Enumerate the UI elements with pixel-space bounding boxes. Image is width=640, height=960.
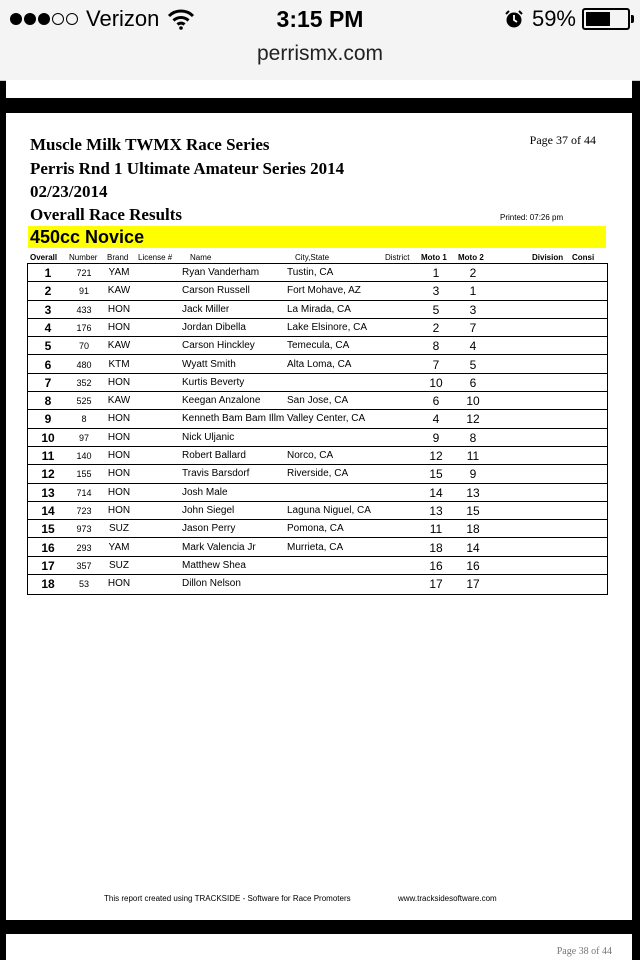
moto1-cell: 13 — [429, 503, 443, 518]
brand-cell: HON — [107, 486, 131, 498]
name-cell: Keegan Anzalone — [182, 395, 261, 407]
event-date: 02/23/2014 — [30, 182, 108, 201]
number-cell: 723 — [76, 505, 92, 516]
moto1-cell: 6 — [432, 394, 440, 409]
number-cell: 293 — [76, 542, 92, 553]
event-title: Perris Rnd 1 Ultimate Amateur Series 2014 — [30, 159, 345, 178]
moto2-cell: 6 — [469, 375, 477, 390]
overall-cell: 14 — [41, 503, 55, 518]
moto2-cell: 15 — [466, 503, 480, 518]
brand-cell: SUZ — [109, 559, 129, 571]
name-cell: Kenneth Bam Bam Illm — [182, 413, 285, 425]
name-cell: Jack Miller — [182, 303, 230, 315]
city-cell: Pomona, CA — [287, 523, 344, 535]
table-row — [28, 356, 607, 374]
city-cell: Temecula, CA — [287, 340, 350, 352]
moto2-cell: 8 — [469, 430, 477, 445]
battery-level — [586, 12, 610, 26]
moto2-cell: 9 — [469, 467, 477, 482]
next-page-number: Page 38 of 44 — [556, 946, 612, 957]
moto2-cell: 7 — [469, 320, 477, 335]
col-district: District — [385, 253, 410, 262]
overall-cell: 1 — [44, 266, 52, 280]
overall-cell: 17 — [41, 558, 55, 573]
overall-cell: 4 — [44, 320, 52, 335]
number-cell: 714 — [76, 487, 92, 498]
number-cell: 433 — [76, 304, 92, 315]
number-cell: 357 — [76, 560, 92, 571]
brand-cell: KAW — [107, 340, 131, 352]
moto1-cell: 12 — [429, 449, 443, 463]
battery-percent: 59% — [531, 6, 576, 31]
brand-cell: KTM — [108, 358, 130, 370]
table-row — [28, 484, 607, 502]
col-license: License # — [138, 253, 173, 262]
city-cell: Valley Center, CA — [287, 413, 366, 425]
name-cell: Wyatt Smith — [182, 358, 236, 370]
brand-cell: KAW — [107, 285, 131, 297]
table-row — [28, 539, 607, 557]
status-right-group — [504, 6, 630, 32]
name-cell: Kurtis Beverty — [182, 376, 245, 388]
number-cell: 480 — [76, 359, 92, 370]
moto1-cell: 11 — [429, 522, 443, 537]
table-row — [28, 520, 607, 538]
url-bar[interactable] — [0, 40, 640, 81]
moto2-cell: 18 — [466, 522, 480, 537]
brand-cell: SUZ — [109, 523, 129, 535]
col-brand: Brand — [107, 253, 129, 262]
name-cell: Dillon Nelson — [182, 578, 241, 590]
moto1-cell: 17 — [429, 577, 443, 592]
name-cell: Jason Perry — [182, 523, 236, 535]
city-cell: Alta Loma, CA — [287, 358, 352, 370]
table-row — [28, 410, 607, 428]
name-cell: Carson Russell — [182, 285, 250, 297]
col-division: Division — [532, 253, 564, 262]
city-cell: Norco, CA — [287, 450, 334, 461]
brand-cell: HON — [107, 413, 131, 425]
moto2-cell: 11 — [466, 449, 480, 463]
moto2-cell: 2 — [469, 266, 477, 280]
brand-cell: HON — [107, 450, 131, 461]
city-cell: La Mirada, CA — [287, 303, 351, 315]
name-cell: Carson Hinckley — [182, 340, 255, 352]
number-cell: 140 — [76, 451, 92, 461]
overall-cell: 3 — [44, 302, 52, 317]
table-row — [28, 465, 607, 483]
city-cell: San Jose, CA — [287, 395, 349, 407]
brand-cell: YAM — [108, 267, 130, 278]
table-row — [28, 557, 607, 575]
moto1-cell: 2 — [432, 320, 440, 335]
number-cell: 176 — [76, 322, 92, 333]
printed-time: Printed: 07:26 pm — [500, 213, 564, 222]
overall-cell: 6 — [44, 357, 52, 372]
footer-text: This report created using TRACKSIDE - Software for Race Promoters — [104, 894, 351, 903]
series-title: Muscle Milk TWMX Race Series — [30, 135, 270, 154]
brand-cell: HON — [107, 303, 131, 315]
name-cell: Robert Ballard — [182, 450, 246, 461]
status-time: 3:15 PM — [276, 6, 364, 32]
overall-cell: 8 — [44, 394, 52, 409]
number-cell: 352 — [76, 377, 92, 388]
moto1-cell: 5 — [432, 302, 440, 317]
name-cell: Travis Barsdorf — [182, 468, 250, 480]
name-cell: John Siegel — [182, 504, 235, 516]
number-cell: 721 — [76, 268, 92, 278]
col-consi: Consi — [572, 253, 595, 262]
col-overall: Overall — [30, 253, 58, 262]
moto1-cell: 16 — [429, 558, 443, 573]
table-row — [28, 301, 607, 319]
brand-cell: HON — [107, 578, 131, 590]
moto1-cell: 4 — [432, 412, 440, 427]
results-table — [27, 263, 608, 595]
table-row — [28, 447, 607, 465]
name-cell: Josh Male — [182, 486, 228, 498]
moto1-cell: 15 — [429, 467, 443, 482]
brand-cell: HON — [107, 321, 131, 333]
col-moto1: Moto 1 — [421, 253, 447, 262]
table-row — [28, 319, 607, 337]
table-row — [28, 374, 607, 392]
next-page-fragment — [6, 934, 632, 960]
overall-cell: 2 — [44, 284, 52, 299]
table-row — [28, 337, 607, 355]
city-cell: Lake Elsinore, CA — [287, 321, 368, 333]
moto2-cell: 3 — [469, 302, 477, 317]
brand-cell: YAM — [108, 541, 130, 553]
overall-cell: 5 — [44, 339, 52, 354]
overall-cell: 10 — [41, 430, 55, 445]
moto1-cell: 14 — [429, 485, 443, 500]
status-bar — [0, 0, 640, 40]
overall-cell: 16 — [41, 540, 55, 555]
moto2-cell: 17 — [466, 577, 480, 592]
overall-cell: 12 — [41, 467, 55, 482]
table-row — [28, 264, 607, 282]
moto1-cell: 1 — [432, 266, 440, 280]
number-cell: 97 — [78, 432, 89, 443]
city-cell: Laguna Niguel, CA — [287, 504, 371, 516]
brand-cell: HON — [107, 431, 131, 443]
brand-cell: HON — [107, 468, 131, 480]
city-cell: Riverside, CA — [287, 468, 349, 480]
name-cell: Mark Valencia Jr — [182, 541, 256, 553]
overall-cell: 15 — [41, 522, 55, 537]
name-cell: Matthew Shea — [182, 559, 246, 571]
moto1-cell: 8 — [432, 339, 440, 354]
brand-cell: KAW — [107, 395, 131, 407]
previous-page-fragment — [6, 80, 632, 98]
col-city: City,State — [295, 253, 330, 262]
moto2-cell: 14 — [466, 540, 480, 555]
col-name: Name — [190, 253, 212, 262]
table-row — [28, 575, 607, 593]
page-number: Page 37 of 44 — [529, 133, 596, 147]
overall-cell: 9 — [44, 412, 52, 427]
battery-icon — [582, 8, 630, 30]
moto2-cell: 12 — [466, 412, 480, 427]
alarm-icon — [504, 9, 524, 29]
moto2-cell: 1 — [469, 284, 477, 299]
brand-cell: HON — [107, 376, 131, 388]
number-cell: 155 — [76, 469, 92, 480]
url-text[interactable]: perrismx.com — [256, 42, 383, 65]
results-heading: Overall Race Results — [30, 205, 183, 224]
moto1-cell: 18 — [429, 540, 443, 555]
table-row — [28, 502, 607, 520]
city-cell: Murrieta, CA — [287, 541, 344, 553]
number-cell: 70 — [78, 341, 89, 352]
number-cell: 8 — [81, 414, 87, 425]
moto2-cell: 10 — [466, 394, 480, 409]
table-row — [28, 429, 607, 447]
col-number: Number — [69, 253, 98, 262]
overall-cell: 11 — [41, 449, 55, 463]
moto1-cell: 7 — [432, 357, 440, 372]
moto2-cell: 5 — [469, 357, 477, 372]
name-cell: Jordan Dibella — [182, 321, 246, 333]
report-page — [6, 113, 632, 920]
moto1-cell: 9 — [432, 430, 440, 445]
table-row — [28, 392, 607, 410]
overall-cell: 18 — [41, 577, 55, 592]
class-banner: 450cc Novice — [28, 226, 606, 248]
number-cell: 53 — [78, 579, 89, 590]
name-cell: Nick Uljanic — [182, 431, 235, 443]
moto2-cell: 4 — [469, 339, 477, 354]
city-cell: Tustin, CA — [287, 267, 334, 278]
overall-cell: 13 — [41, 485, 55, 500]
carrier-name: Verizon — [86, 6, 160, 31]
number-cell: 973 — [76, 524, 92, 535]
moto1-cell: 10 — [429, 375, 443, 390]
city-cell: Fort Mohave, AZ — [287, 285, 361, 297]
name-cell: Ryan Vanderham — [182, 267, 260, 278]
number-cell: 91 — [78, 286, 89, 297]
table-row — [28, 282, 607, 300]
number-cell: 525 — [76, 396, 92, 407]
overall-cell: 7 — [44, 375, 52, 390]
moto2-cell: 16 — [466, 558, 480, 573]
moto1-cell: 3 — [432, 284, 440, 299]
moto2-cell: 13 — [466, 485, 480, 500]
brand-cell: HON — [107, 504, 131, 516]
footer-url[interactable]: www.tracksidesoftware.com — [398, 894, 497, 903]
col-moto2: Moto 2 — [458, 253, 484, 262]
